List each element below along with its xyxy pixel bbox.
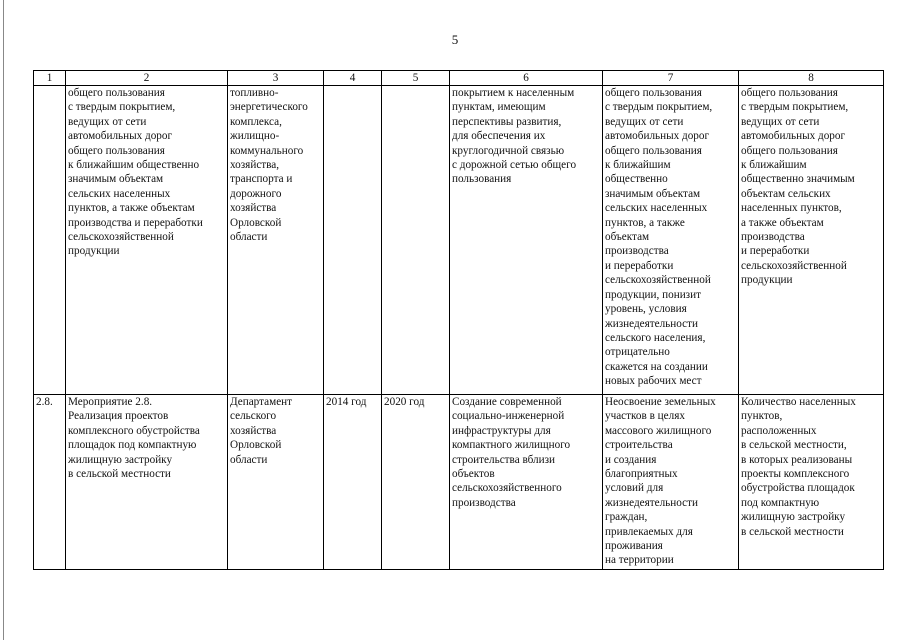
table-cell xyxy=(324,395,382,570)
table-cell xyxy=(66,395,228,570)
cell-text-line: социально-инженерной xyxy=(452,410,565,423)
cell-text-line: общего пользования xyxy=(68,87,165,99)
cell-text-line: условий для xyxy=(605,482,664,495)
cell-text-line: сельских населенных xyxy=(605,202,708,215)
table-cell xyxy=(603,395,739,570)
cell-text-line: хозяйства xyxy=(230,424,277,437)
cell-text-line: общего пользования xyxy=(605,87,702,99)
table-cell xyxy=(382,86,450,395)
cell-text-line: скажется на создании xyxy=(605,360,708,373)
cell-text-line: круглогодичной связью xyxy=(452,144,565,157)
cell-text-line: хозяйства xyxy=(230,202,277,215)
table-cell xyxy=(324,86,382,395)
cell-text-line: 2014 год xyxy=(326,396,367,408)
cell-text-line: значимым объектам xyxy=(68,173,164,186)
table-cell xyxy=(450,86,603,395)
header-cell: 4 xyxy=(324,71,382,86)
cell-text-line: сельских населенных xyxy=(68,187,171,200)
cell-text-line: автомобильных дорог xyxy=(68,130,173,143)
cell-text-line: компактного жилищного xyxy=(452,439,571,452)
cell-text-line: под компактную xyxy=(741,496,820,509)
cell-text-line: комплексного обустройства xyxy=(68,424,200,437)
header-cell: 7 xyxy=(603,71,739,86)
cell-text-line: и создания xyxy=(605,453,657,466)
cell-text-line: производства xyxy=(741,231,805,244)
cell-text-line: ведущих от сети xyxy=(741,115,820,128)
cell-text-line: области xyxy=(230,231,268,244)
cell-text-line: обустройства площадок xyxy=(741,482,855,495)
header-cell: 1 xyxy=(34,71,66,86)
header-cell: 3 xyxy=(228,71,324,86)
cell-text-line: в сельской местности xyxy=(741,525,844,538)
cell-text-line: производства xyxy=(452,496,516,509)
header-cell: 6 xyxy=(450,71,603,86)
cell-text-line: Количество населенных xyxy=(741,396,856,408)
cell-text-line: общего пользования xyxy=(741,144,838,157)
cell-text-line: общественно значимым xyxy=(741,173,855,186)
cell-text-line: объектам xyxy=(605,231,650,244)
cell-text-line: пунктов, а также xyxy=(605,216,685,229)
cell-text-line: с дорожной сетью общего xyxy=(452,159,577,172)
cell-text-line: участков в целях xyxy=(605,410,685,423)
cell-text-line: на территории xyxy=(605,554,674,567)
page-left-edge xyxy=(3,0,4,640)
cell-text-line: в которых реализованы xyxy=(741,453,853,466)
cell-text-line: массового жилищного xyxy=(605,424,712,437)
table-header-row xyxy=(34,71,884,86)
cell-text-line: топливно- xyxy=(230,87,279,99)
cell-text-line: сельского xyxy=(230,410,277,423)
cell-text-line: ведущих от сети xyxy=(68,115,147,128)
cell-text-line: жизнедеятельности xyxy=(605,496,698,509)
cell-text-line: перспективы развития, xyxy=(452,115,562,128)
cell-text-line: коммунального xyxy=(230,144,304,157)
cell-text-line: общего пользования xyxy=(741,87,838,99)
cell-text-line: жизнедеятельности xyxy=(605,317,698,330)
cell-text-line: проживания xyxy=(605,540,663,553)
cell-text-line: и переработки xyxy=(741,245,810,258)
table-row xyxy=(34,86,884,395)
cell-text-line: хозяйства, xyxy=(230,159,280,172)
cell-text-line: новых рабочих мест xyxy=(605,375,702,388)
cell-text-line: уровень, условия xyxy=(605,303,687,316)
cell-text-line: продукции, понизит xyxy=(605,288,701,301)
cell-text-line: к ближайшим xyxy=(605,159,671,172)
cell-text-line: области xyxy=(230,453,268,466)
cell-text-line: продукции xyxy=(68,245,120,258)
cell-text-line: населенных пунктов, xyxy=(741,202,842,215)
cell-text-line: проекты комплексного xyxy=(741,468,850,481)
cell-text-line: объектам сельских xyxy=(741,187,831,200)
cell-text-line: жилищную застройку xyxy=(68,453,173,466)
cell-text-line: в сельской местности, xyxy=(741,439,847,452)
cell-text-line: привлекаемых для xyxy=(605,525,693,538)
cell-text-line: энергетического xyxy=(230,101,308,114)
cell-text-line: общественно xyxy=(605,173,668,186)
table-cell xyxy=(739,86,884,395)
cell-text-line: сельскохозяйственной xyxy=(605,274,711,287)
table-cell xyxy=(228,86,324,395)
cell-text-line: сельскохозяйственного xyxy=(452,482,562,495)
cell-text-line: пунктам, имеющим xyxy=(452,101,546,114)
cell-text-line: ведущих от сети xyxy=(605,115,684,128)
cell-text-line: Департамент xyxy=(230,396,293,408)
cell-text-line: жилищную застройку xyxy=(741,511,846,524)
activities-table xyxy=(33,70,884,570)
cell-text-line: с твердым покрытием, xyxy=(605,101,713,114)
cell-text-line: транспорта и xyxy=(230,173,293,186)
cell-text-line: к ближайшим xyxy=(741,159,807,172)
cell-text-line: с твердым покрытием, xyxy=(68,101,176,114)
header-cell: 2 xyxy=(66,71,228,86)
cell-text-line: пунктов, а также объектам xyxy=(68,202,195,215)
cell-text-line: пользования xyxy=(452,173,512,186)
cell-text-line: автомобильных дорог xyxy=(605,130,710,143)
cell-text-line: Мероприятие 2.8. xyxy=(68,396,153,408)
cell-text-line: сельского населения, xyxy=(605,331,706,344)
cell-text-line: Реализация проектов xyxy=(68,410,169,423)
cell-text-line: производства и переработки xyxy=(68,216,203,229)
cell-text-line: с твердым покрытием, xyxy=(741,101,849,114)
cell-text-line: покрытием к населенным xyxy=(452,87,575,99)
cell-text-line: общего пользования xyxy=(605,144,702,157)
cell-text-line: пунктов, xyxy=(741,410,783,423)
cell-text-line: значимым объектам xyxy=(605,187,701,200)
table-cell xyxy=(34,86,66,395)
cell-text-line: для обеспечения их xyxy=(452,130,546,143)
cell-text-line: автомобильных дорог xyxy=(741,130,846,143)
cell-text-line: комплекса, xyxy=(230,115,282,128)
cell-text-line: 2020 год xyxy=(384,396,425,408)
cell-text-line: дорожного xyxy=(230,187,282,200)
cell-text-line: и переработки xyxy=(605,259,674,272)
cell-text-line: площадок под компактную xyxy=(68,439,197,452)
cell-text-line: жилищно- xyxy=(230,130,280,143)
header-cell: 8 xyxy=(739,71,884,86)
cell-text-line: инфраструктуры для xyxy=(452,424,551,437)
cell-text-line: Орловской xyxy=(230,439,282,452)
cell-text-line: сельскохозяйственной xyxy=(68,231,174,244)
cell-text-line: продукции xyxy=(741,274,793,287)
cell-text-line: производства xyxy=(605,245,669,258)
cell-text-line: Неосвоение земельных xyxy=(605,396,716,408)
cell-text-line: расположенных xyxy=(741,424,817,437)
table-row xyxy=(34,395,884,570)
cell-text-line: Орловской xyxy=(230,216,282,229)
cell-text-line: сельскохозяйственной xyxy=(741,259,847,272)
table-cell xyxy=(450,395,603,570)
cell-text-line: в сельской местности xyxy=(68,468,171,481)
cell-text-line: а также объектам xyxy=(741,216,824,229)
cell-text-line: строительства xyxy=(605,439,673,452)
header-cell: 5 xyxy=(382,71,450,86)
table-cell xyxy=(34,395,66,570)
table-cell xyxy=(66,86,228,395)
page-number: 5 xyxy=(451,32,459,47)
cell-text-line: объектов xyxy=(452,468,495,481)
table-cell xyxy=(382,395,450,570)
cell-text-line: Создание современной xyxy=(452,396,562,408)
table-cell xyxy=(228,395,324,570)
table-cell xyxy=(603,86,739,395)
cell-text-line: к ближайшим общественно xyxy=(68,159,200,172)
cell-text-line: граждан, xyxy=(605,511,648,524)
cell-text-line: благоприятных xyxy=(605,468,678,481)
cell-text-line: общего пользования xyxy=(68,144,165,157)
cell-text-line: строительства вблизи xyxy=(452,453,555,466)
cell-text-line: 2.8. xyxy=(36,396,53,408)
table-cell xyxy=(739,395,884,570)
cell-text-line: отрицательно xyxy=(605,346,670,359)
